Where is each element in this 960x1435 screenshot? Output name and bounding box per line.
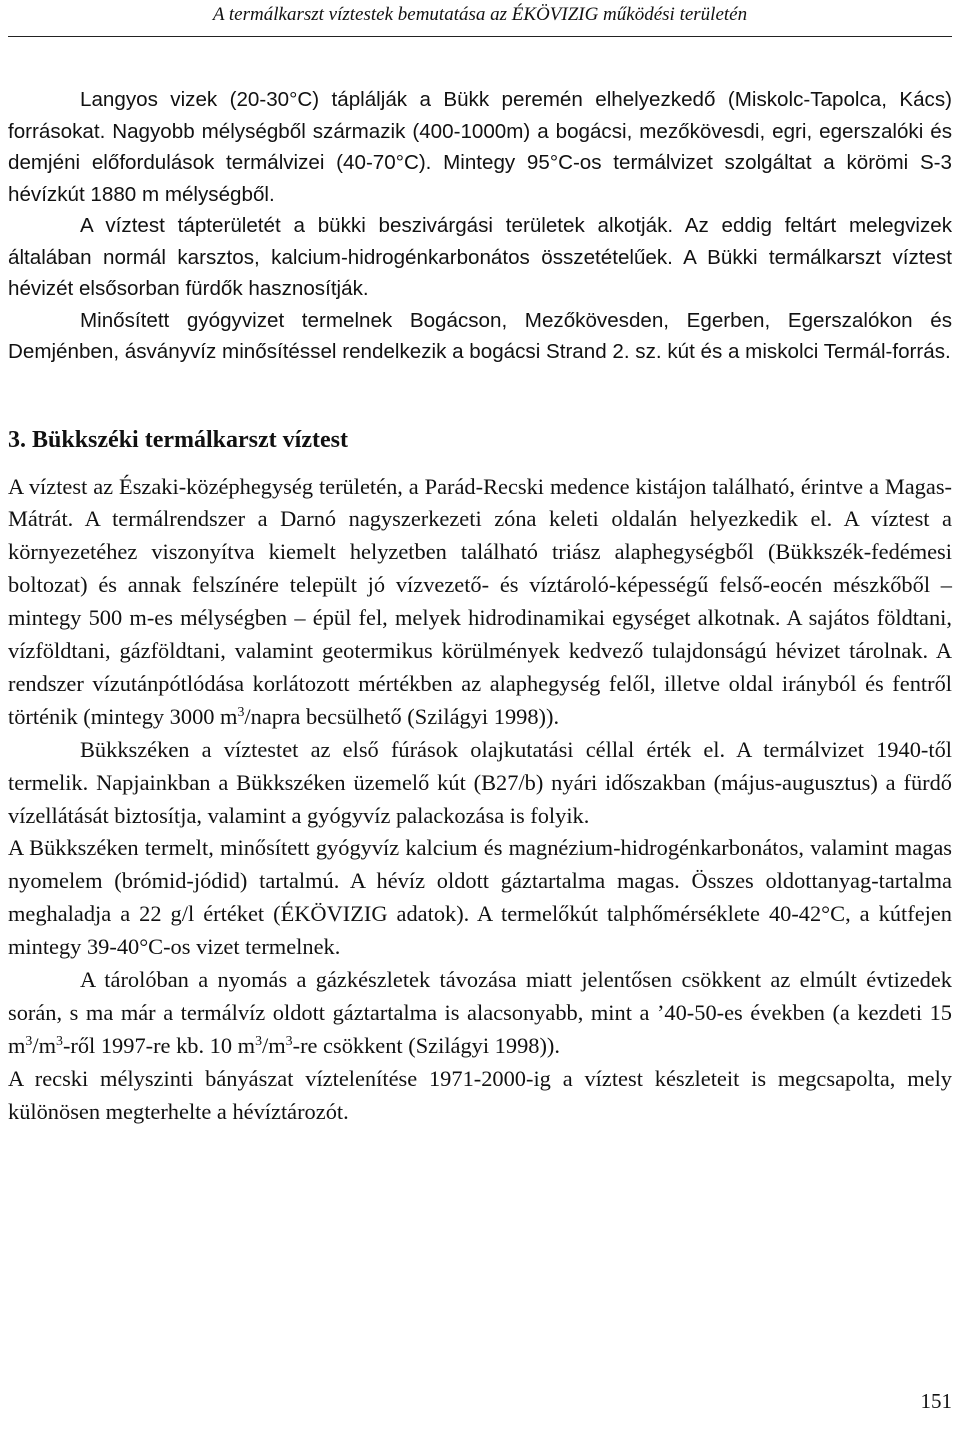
text-run: -ről 1997-re kb. 10 m bbox=[62, 1032, 256, 1058]
page-content bbox=[8, 84, 952, 1129]
page-number: 151 bbox=[920, 1389, 952, 1413]
paragraph bbox=[8, 471, 952, 734]
text-run: /napra becsülhető (Szilágyi 1998)). bbox=[244, 703, 560, 729]
section-heading: 3. Bükkszéki termálkarszt víztest bbox=[8, 426, 348, 453]
text-run: /m bbox=[262, 1032, 286, 1058]
section-bukki bbox=[8, 84, 952, 368]
superscript: 3 bbox=[285, 1034, 293, 1050]
superscript: 3 bbox=[25, 1034, 33, 1050]
paragraph: Minősített gyógyvizet termelnek Bogácson, Mezőkövesden, Egerben, Egerszalókon és Demjénben, ásványvíz minősítéssel rendelkezik a bogácsi Strand 2. sz. kút és a miskolci Termál-forrás. bbox=[8, 308, 952, 363]
text-run: A víztest az Északi-középhegység területén, a Parád-Recski medence kistájon található, érintve a Magas-Mátrát. A termálrendszer a Darnó nagyszerkezeti zóna keleti oldalán helyezkedik el. A víztest a környezetéhez viszonyítva kiemelt helyzetben található triász alaphegységből (Bükkszék-fedémesi boltozat) és annak felszínére települt jó vízvezető- és víztároló-képességű felső-eocén mészkőből – mintegy 500 m-es mélységben – épül fel, melyek hidrodinamikai egységet alkotnak. A sajátos földtani, vízföldtani, gázföldtani, valamint geotermikus körülmények kedvező tulajdonságú hévizet tárolnak. A rendszer vízutánpótlódása korlátozott mértékben az alaphegység felől, illetve oldal irányból és fentről történik (mintegy 3000 m bbox=[8, 473, 952, 729]
text-run: A tárolóban a nyomás a gázkészletek távozása miatt jelentősen csökkent az elmúlt évtizedek során, s ma már a termálvíz oldott gáztartalma is alacsonyabb, mint a ’40-50-es években (a kezdeti 15 m bbox=[8, 967, 952, 1058]
section-bukkszeki bbox=[8, 425, 952, 1129]
paragraph: Langyos vizek (20-30°C) táplálják a Bükk peremén elhelyezkedő (Miskolc-Tapolca, Kács) forrásokat. Nagyobb mélységből származik (400-1000m) a bogácsi, mezőkövesdi, egri, egerszalóki és demjéni előfordulások termálvizei (40-70°C). Mintegy 95°C-os termálvizet szolgáltat a körömi S-3 hévízkút 1880 m mélységből. bbox=[8, 88, 952, 206]
superscript: 3 bbox=[255, 1034, 263, 1050]
superscript: 3 bbox=[56, 1034, 63, 1050]
paragraph: A víztest tápterületét a bükki beszivárgási területek alkotják. Az eddig feltárt melegvizek általában normál karsztos, kalcium-hidrogénkarbonátos összetételűek. A Bükki termálkarszt víztest hévizét elsősorban fürdők hasznosítják. bbox=[8, 214, 952, 300]
text-run: /m bbox=[32, 1032, 56, 1058]
running-header: A termálkarszt víztestek bemutatása az ÉKÖVIZIG működési területén bbox=[212, 4, 748, 25]
paragraph: A Bükkszéken termelt, minősített gyógyvíz kalcium és magnézium-hidrogénkarbonátos, valamint magas nyomelem (brómid-jódid) tartalmú. A hévíz oldott gáztartalma magas. Összes oldottanyag-tartalma meghaladja a 22 g/l értéket (ÉKÖVIZIG adatok). A termelőkút talphőmérséklete 40-42°C, a kútfejen mintegy 39-40°C-os vizet termelnek. bbox=[8, 835, 952, 960]
header-rule bbox=[8, 36, 952, 37]
paragraph bbox=[8, 964, 952, 1063]
text-run: -re csökkent (Szilágyi 1998)). bbox=[292, 1032, 560, 1058]
paragraph: Bükkszéken a víztestet az első fúrások olajkutatási céllal érték el. A termálvizet 1940-től termelik. Napjainkban a Bükkszéken üzemelő kút (B27/b) nyári időszakban (május-augusztus) a fürdő vízellátását biztosítja, valamint a gyógyvíz palackozása is folyik. bbox=[8, 736, 952, 828]
superscript: 3 bbox=[237, 705, 245, 721]
paragraph: A recski mélyszinti bányászat víztelenítése 1971-2000-ig a víztest készleteit is megcsapolta, mely különösen megterhelte a hévíztározót. bbox=[8, 1065, 952, 1124]
